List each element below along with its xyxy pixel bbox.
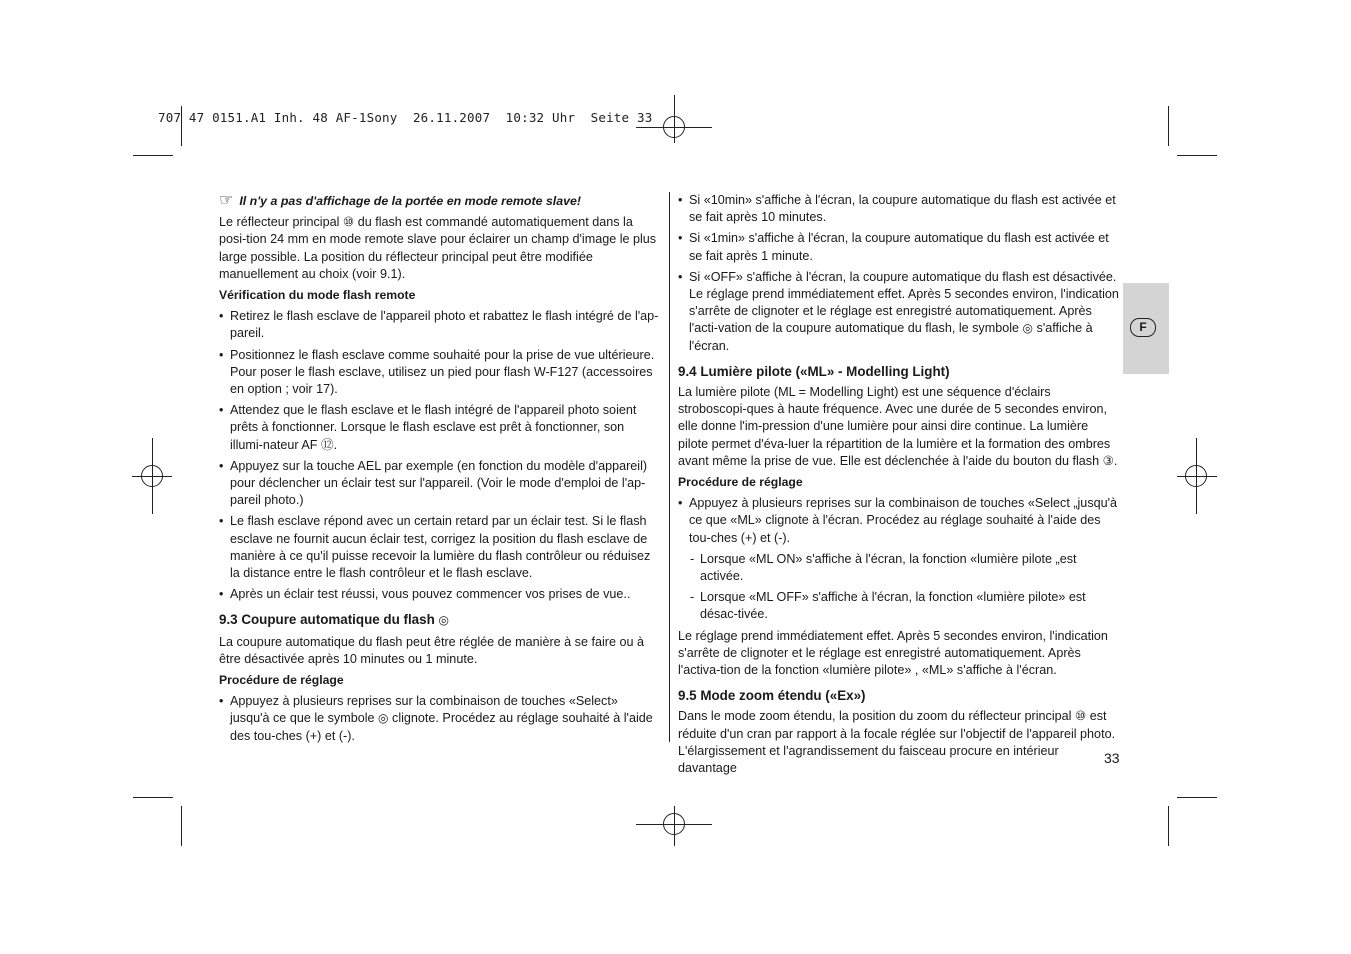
right-column bbox=[678, 192, 1120, 781]
crop-mark bbox=[133, 797, 173, 798]
procedure-heading: Procédure de réglage bbox=[219, 673, 344, 688]
list-item-text: clignote. Procédez au réglage souhaité à l'aide des tou-ches (+) et (-). bbox=[230, 711, 653, 743]
list-item: • Positionnez le flash esclave comme souhaité pour la prise de vue ultérieure. Pour poser le flash esclave, utilisez un pied pour flash W-F127 (accessoires en option ; voir 17). bbox=[219, 347, 659, 399]
crop-mark bbox=[1168, 806, 1169, 846]
section-heading-9-5: 9.5 Mode zoom étendu («Ex») bbox=[678, 688, 866, 704]
registration-mark bbox=[141, 465, 163, 487]
list-item bbox=[678, 269, 1120, 355]
column-divider bbox=[669, 192, 670, 742]
dash-item: - Lorsque «ML OFF» s'affiche à l'écran, la fonction «lumière pilote» est désac-tivée. bbox=[678, 589, 1120, 623]
section-paragraph: La coupure automatique du flash peut être réglée de manière à se faire ou à être désactivée après 10 minutes ou 1 minute. bbox=[219, 634, 644, 666]
section-heading-9-4: 9.4 Lumière pilote («ML» - Modelling Light) bbox=[678, 363, 950, 379]
list-item: • Après un éclair test réussi, vous pouvez commencer vos prises de vue.. bbox=[219, 586, 659, 603]
section-heading-9-3 bbox=[219, 611, 659, 629]
list-item-text: Appuyez à plusieurs reprises sur la combinaison de touches «Select» jusqu'à ce que le symbole bbox=[230, 694, 618, 726]
list-item: • Si «10min» s'affiche à l'écran, la coupure automatique du flash est activée et se fait après 10 minutes. bbox=[678, 192, 1120, 226]
list-item: • Appuyez à plusieurs reprises sur la combinaison de touches «Select „jusqu'à ce que «ML» clignote à l'écran. Procédez au réglage souhaité à l'aide des tou-ches (+) et (-). bbox=[678, 495, 1120, 547]
language-tab-label: F bbox=[1130, 318, 1156, 337]
pointing-hand-icon: ☞ bbox=[219, 192, 234, 209]
print-slug: 707 47 0151.A1 Inh. 48 AF-1Sony 26.11.2007 10:32 Uhr Seite 33 bbox=[158, 110, 653, 125]
auto-off-timer-icon: ◎ bbox=[378, 711, 389, 726]
crop-mark bbox=[181, 806, 182, 846]
list-item: • Retirez le flash esclave de l'appareil photo et rabattez le flash intégré de l'ap-pareil. bbox=[219, 308, 659, 342]
crop-mark bbox=[1177, 797, 1217, 798]
page-number: 33 bbox=[1104, 750, 1120, 766]
section-paragraph: Dans le mode zoom étendu, la position du zoom du réflecteur principal ⑩ est réduite d'un cran par rapport à la focale réglée sur l'objectif de l'appareil photo. L'élargissement et l'agrandissement du faisceau procure en intérieur davantage bbox=[678, 709, 1116, 776]
list-item-text: Si «OFF» s'affiche à l'écran, la coupure automatique du flash est désactivée. Le réglage prend immédiatement effet. Après 5 secondes environ, l'indication s'arrête de clignoter et le réglage est enregistré automatiquement. Après l'acti-vation de la coupure automatique du flash, le symbole bbox=[689, 269, 1119, 336]
note bbox=[219, 192, 659, 210]
procedure-heading: Procédure de réglage bbox=[678, 475, 803, 490]
intro-paragraph: Le réflecteur principal ⑩ du flash est commandé automatiquement dans la posi-tion 24 mm en mode remote slave pour éclairer un champ d'image le plus large possible. La position du réflecteur principal peut être modifiée manuellement au choix (voir 9.1). bbox=[219, 215, 657, 281]
crop-mark bbox=[133, 155, 173, 156]
crop-mark bbox=[1177, 155, 1217, 156]
list-item: • Le flash esclave répond avec un certain retard par un éclair test. Si le flash esclave ne fournit aucun éclair test, corrigez la position du flash esclave de manière à ce qu'il puisse recevoir la lumière du flash contrôleur ou réduisez la distance entre le flash contrôleur et le flash esclave. bbox=[219, 513, 659, 582]
list-item bbox=[219, 693, 659, 745]
dash-item: - Lorsque «ML ON» s'affiche à l'écran, la fonction «lumière pilote „est activée. bbox=[678, 551, 1120, 585]
left-column bbox=[219, 192, 659, 749]
list-item: • Appuyez sur la touche AEL par exemple (en fonction du modèle d'appareil) pour déclencher un éclair test sur l'appareil. (Voir le mode d'emploi de l'ap-pareil photo.) bbox=[219, 458, 659, 510]
list-item: • Attendez que le flash esclave et le flash intégré de l'appareil photo soient prêts à fonctionner. Lorsque le flash esclave est prêt à fonctionner, son illumi-nateur AF ⑫. bbox=[219, 402, 659, 454]
registration-mark bbox=[1185, 465, 1207, 487]
verification-heading: Vérification du mode flash remote bbox=[219, 288, 416, 303]
auto-off-timer-icon: ◎ bbox=[438, 613, 449, 628]
section-heading-text: 9.3 Coupure automatique du flash bbox=[219, 612, 435, 628]
auto-off-timer-icon: ◎ bbox=[1022, 321, 1034, 336]
list-item: • Si «1min» s'affiche à l'écran, la coupure automatique du flash est activée et se fait après 1 minute. bbox=[678, 230, 1120, 264]
registration-mark bbox=[663, 813, 685, 835]
note-text: Il n'y a pas d'affichage de la portée en mode remote slave! bbox=[239, 194, 582, 208]
list-item-text: s'affiche à l'écran. bbox=[689, 321, 1093, 353]
section-paragraph: La lumière pilote (ML = Modelling Light) est une séquence d'éclairs stroboscopi-ques à haute fréquence. Avec une durée de 5 secondes environ, elle donne l'im-pression d'une lumière pour ainsi dire continue. La lumière pilote permet d'éva-luer la répartition de la lumière et la formation des ombres avant même la prise de vue. Elle est déclenchée à l'aide du bouton du flash ③. bbox=[678, 385, 1118, 468]
crop-mark bbox=[1168, 106, 1169, 146]
registration-mark bbox=[663, 116, 685, 138]
section-paragraph: Le réglage prend immédiatement effet. Après 5 secondes environ, l'indication s'arrête de clignoter et le réglage est enregistré automatiquement. Après l'activa-tion de la fonction «lumière pilote» , «ML» s'affiche à l'écran. bbox=[678, 628, 1108, 678]
